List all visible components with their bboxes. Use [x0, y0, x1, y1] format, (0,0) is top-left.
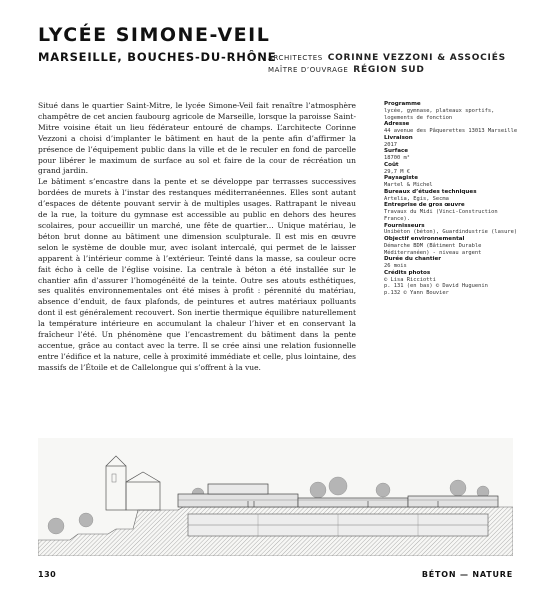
client-label: MAÎTRE D’OUVRAGE: [268, 66, 349, 74]
program-value: lycée, gymnase, plateaux sportifs, logements de fonction: [384, 107, 495, 121]
engineering-value: Artelia, Egis, Secma: [384, 195, 449, 202]
cost-label: Coût: [384, 161, 399, 168]
delivery-label: Livraison: [384, 134, 413, 141]
address-label: Adresse: [384, 121, 410, 128]
architects-line: [268, 52, 506, 64]
delivery-value: 2017: [384, 141, 397, 148]
client-value: RÉGION SUD: [353, 65, 425, 75]
address-value: 44 avenue des Pâquerettes 13013 Marseille: [384, 128, 518, 134]
landscaper-value: Martel & Michel: [384, 182, 433, 188]
duration-value: 26 mois: [384, 263, 407, 269]
environment-label: Objectif environnemental: [384, 236, 465, 242]
environment-value: Démarche BDM (Bâtiment Durable Méditerranéen) - niveau argent: [384, 242, 482, 256]
article-body: [38, 101, 356, 374]
cost-value: 29,7 M €: [384, 168, 410, 175]
architects-label: ARCHITECTES: [268, 54, 323, 62]
project-info-sidebar: [384, 101, 524, 297]
suppliers-label: Fournisseurs: [384, 222, 425, 229]
article-paragraph: Situé dans le quartier Saint-Mitre, le lycée Simone-Veil fait renaître l’atmosphère champêtre de cet ancien faubourg agricole de Marseille, lorsque la paroisse Saint-Mitre voisine était un lieu fédérateur entouré de champs. L’architecte Corinne Vezzoni a choisi d’implanter le bâtiment en haut de la pente afin d’affirmer la présence de l’équipement public dans la ville et de le reculer en fond de parcelle pour libérer le maximum de surface au sol et faire de la cour de récréation un grand jardin.: [38, 101, 356, 176]
page-title: LYCÉE SIMONE-VEIL: [38, 24, 271, 46]
suppliers-value: Unibéton (béton), Guardindustrie (lasure): [384, 229, 518, 236]
page-number: 130: [38, 570, 57, 579]
photo-credit: © Lisa Ricciotti: [384, 276, 436, 283]
photo-credit: p.132 © Yann Bouvier: [384, 290, 449, 296]
section-name: BÉTON — NATURE: [421, 570, 513, 579]
architects-value: CORINNE VEZZONI & ASSOCIÉS: [327, 53, 506, 63]
landscaper-label: Paysagiste: [384, 175, 419, 182]
article-paragraph: Le bâtiment s’encastre dans la pente et se développe par terrasses successives bordées de murets à l’instar des restanques méditerranéennes. Elles sont autant d’espaces de détente pouvant servir à de multiples usages. Rattrapant le niveau de la rue, la toiture du gymnase est accessible au public en dehors des heures scolaires, pour accueillir un marché, une fête de quartier… Unique matériau, le béton brut donne au bâtiment une dimension sculpturale. Il est mis en œuvre selon le système de double mur, avec isolant intercalé, qui permet de le laisser apparent à l’intérieur comme à l’extérieur. Teinté dans la masse, sa couleur ocre fait écho à celle de l’église voisine. La centrale à béton a été installée sur le chantier afin d’assurer l’homogénéité de la teinte. Outre ses atouts esthétiques, ses qualités environnementales ont été mises à profit : pérennité du matériau, absence d’enduit, de faux plafonds, de peintures et autres matériaux polluants dont il est généralement recouvert. Son inertie thermique équilibre naturellement la température intérieure en accumulant la chaleur l’hiver et en conservant la fraîcheur l’été. Un phénomène que l’encastrement du bâtiment dans la pente accentue, grâce au contact avec la terre. Il se crée ainsi une relation fusionnelle entre l’édifice et la nature, celle à proximité immédiate et celle, plus lointaine, des massifs de l’Étoile et de Callelongue qui s’offrent à la vue.: [38, 177, 356, 372]
surface-label: Surface: [384, 148, 409, 155]
photo-credit: p. 131 (en bas) © David Huguenin: [384, 283, 488, 290]
client-line: [268, 64, 506, 76]
contractor-value: Travaux du Midi (Vinci-Construction France).: [384, 209, 498, 222]
engineering-label: Bureaux d’études techniques: [384, 188, 477, 195]
contractor-label: Entreprise de gros œuvre: [384, 202, 465, 209]
project-credits: [268, 52, 506, 76]
surface-value: 18700 m²: [384, 155, 410, 161]
building-section-drawing: [38, 438, 513, 556]
duration-label: Durée du chantier: [384, 256, 442, 263]
lower-floors: [188, 514, 488, 536]
program-label: Programme: [384, 101, 421, 107]
location-subtitle: MARSEILLE, BOUCHES-DU-RHÔNE: [38, 50, 277, 64]
photo-credits-label: Crédits photos: [384, 269, 431, 276]
